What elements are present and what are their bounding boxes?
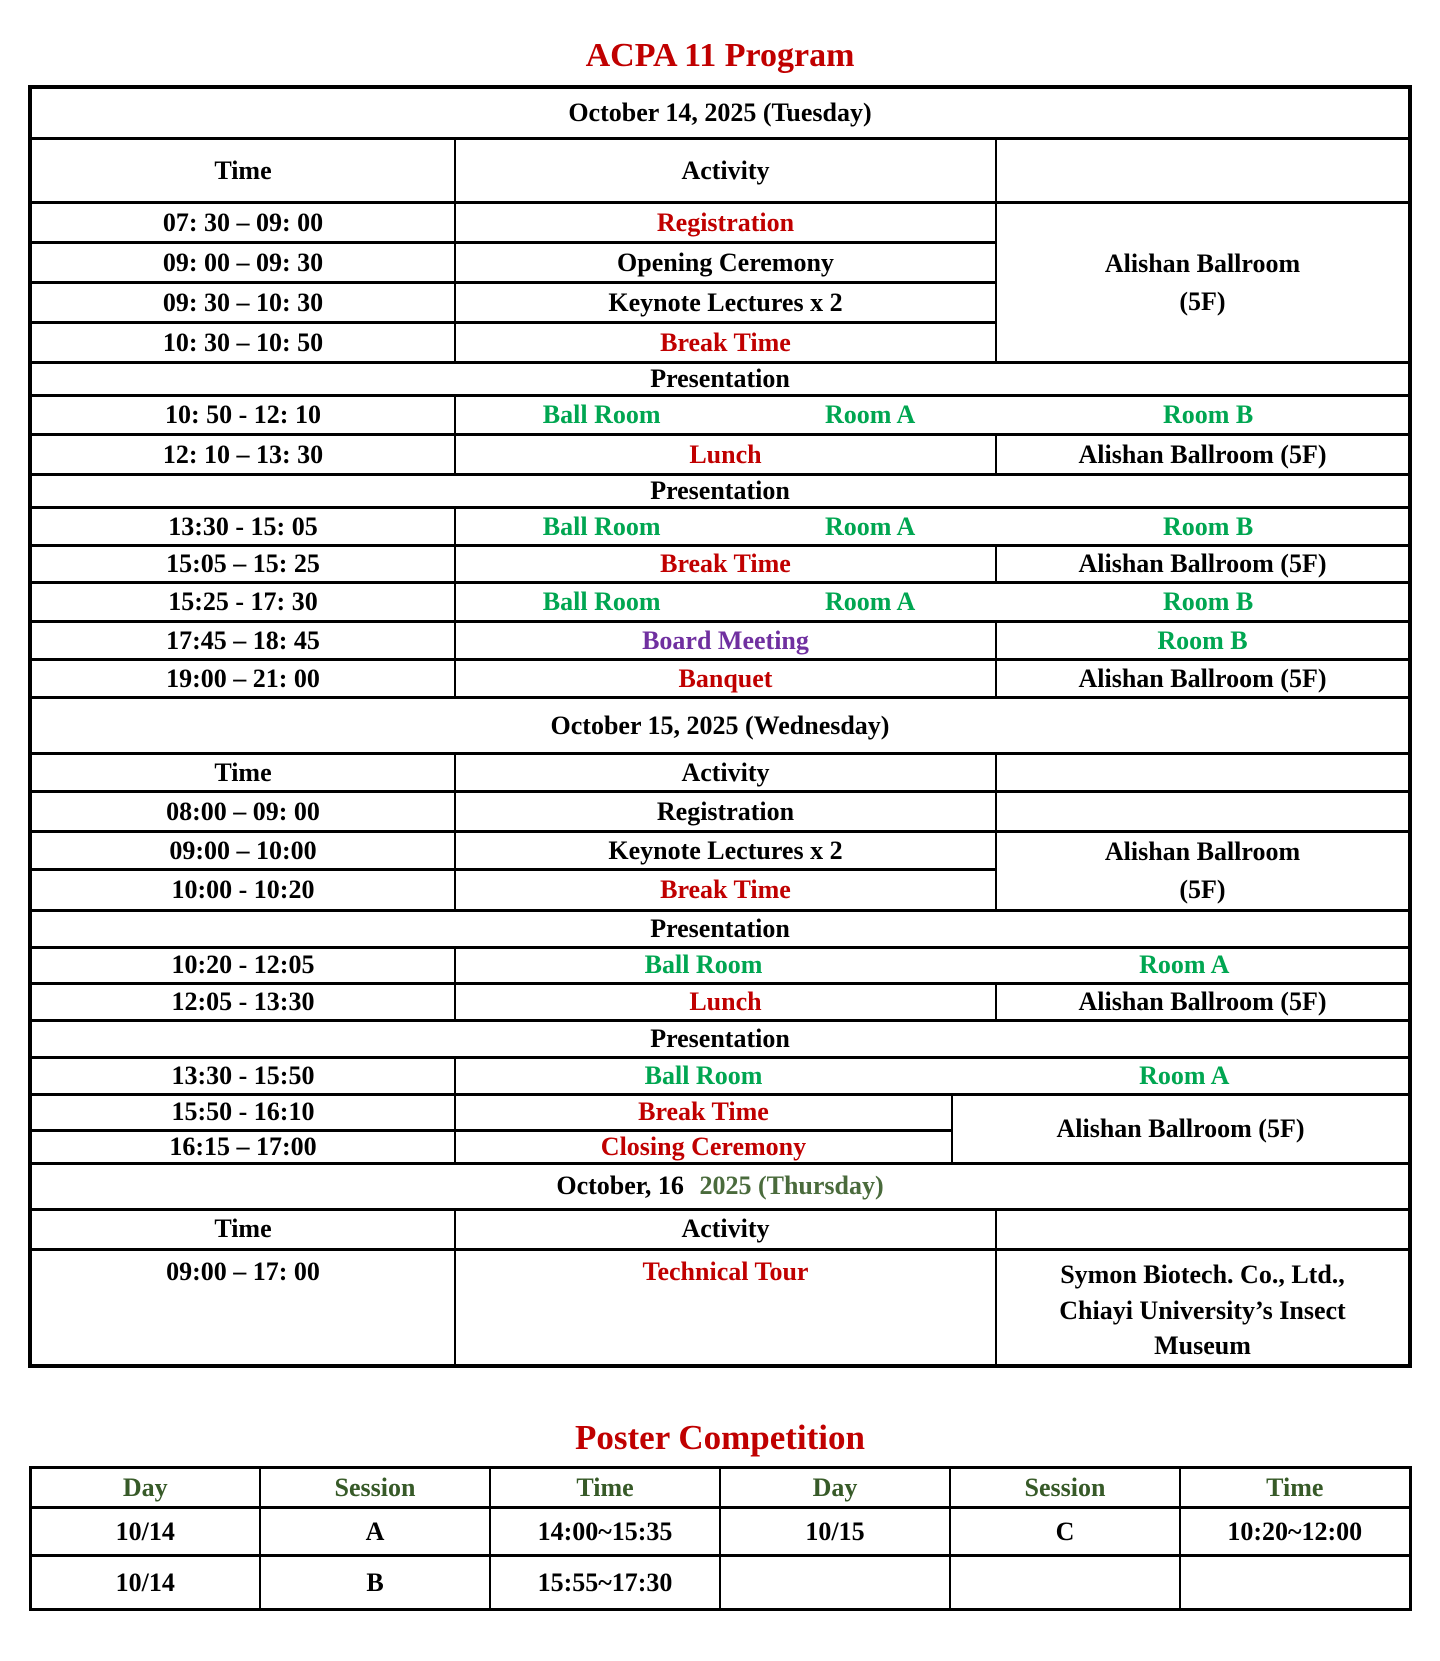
poster-row (30, 1556, 1410, 1610)
venue-line: Symon Biotech. Co., Ltd., (1060, 1259, 1345, 1289)
activity-cell: Break Time (455, 546, 996, 583)
table-row (30, 983, 1410, 1020)
room-label: Room B (1162, 511, 1254, 541)
time-cell: 15:25 - 17: 30 (30, 583, 455, 622)
poster-header-time: Time (1180, 1468, 1410, 1508)
date-part-black: October, 16 (556, 1171, 684, 1201)
time-cell: 09:00 – 17: 00 (30, 1249, 455, 1366)
time-cell: 19:00 – 21: 00 (30, 660, 455, 698)
poster-day-cell (720, 1556, 950, 1610)
room-label: Room B (1162, 587, 1254, 617)
venue-cell (996, 832, 1410, 910)
session-row (30, 583, 1410, 622)
presentation-row (30, 475, 1410, 508)
venue-cell: Alishan Ballroom (5F) (996, 983, 1410, 1020)
rooms-cell (455, 396, 1410, 435)
activity-cell: Break Time (455, 323, 996, 363)
empty-header-cell (996, 754, 1410, 792)
column-header-row (30, 1209, 1410, 1249)
activity-column-header: Activity (455, 139, 996, 203)
session-row (30, 1057, 1410, 1094)
room-label: Room A (1139, 950, 1230, 980)
poster-header-session: Session (260, 1468, 490, 1508)
presentation-row (30, 363, 1410, 396)
time-cell: 15:50 - 16:10 (30, 1094, 455, 1130)
time-cell: 13:30 - 15: 05 (30, 508, 455, 546)
rooms-cell (455, 508, 1410, 546)
program-table (28, 85, 1412, 1369)
room-label: Ball Room (644, 950, 763, 980)
date-header-oct16 (30, 1163, 1410, 1209)
time-cell: 13:30 - 15:50 (30, 1057, 455, 1094)
poster-header-row (30, 1468, 1410, 1508)
room-label: Ball Room (542, 587, 661, 617)
empty-cell (996, 792, 1410, 832)
poster-day-cell: 10/14 (30, 1508, 260, 1556)
time-cell: 08:00 – 09: 00 (30, 792, 455, 832)
poster-time-cell: 15:55~17:30 (490, 1556, 720, 1610)
table-row (30, 1249, 1410, 1366)
table-row (30, 203, 1410, 243)
time-cell: 09: 00 – 09: 30 (30, 243, 455, 283)
time-cell: 10: 50 - 12: 10 (30, 396, 455, 435)
rooms-cell (455, 583, 1410, 622)
venue-cell: Alishan Ballroom (5F) (996, 660, 1410, 698)
column-header-row (30, 139, 1410, 203)
time-cell: 07: 30 – 09: 00 (30, 203, 455, 243)
venue-cell (996, 1249, 1410, 1366)
activity-cell: Lunch (455, 983, 996, 1020)
table-row (30, 622, 1410, 660)
session-row (30, 947, 1410, 983)
table-row (30, 546, 1410, 583)
poster-time-cell: 10:20~12:00 (1180, 1508, 1410, 1556)
page-title: ACPA 11 Program (585, 37, 855, 74)
room-label: Room A (824, 400, 916, 430)
time-cell: 15:05 – 15: 25 (30, 546, 455, 583)
table-row (30, 832, 1410, 870)
column-header-row (30, 754, 1410, 792)
venue-line: Alishan Ballroom (1104, 249, 1301, 279)
venue-line: Museum (1154, 1331, 1251, 1361)
venue-cell: Alishan Ballroom (5F) (996, 435, 1410, 475)
activity-cell: Registration (455, 792, 996, 832)
room-label: Room A (824, 511, 916, 541)
time-cell: 09:00 – 10:00 (30, 832, 455, 870)
activity-cell: Keynote Lectures x 2 (455, 832, 996, 870)
presentation-row (30, 1020, 1410, 1057)
room-label: Room A (824, 587, 916, 617)
poster-session-cell: A (260, 1508, 490, 1556)
poster-time-cell (1180, 1556, 1410, 1610)
poster-header-day: Day (720, 1468, 950, 1508)
table-row (30, 1094, 1410, 1130)
venue-cell: Alishan Ballroom (5F) (952, 1094, 1410, 1163)
presentation-label: Presentation (30, 910, 1410, 947)
date-header-row (30, 1163, 1410, 1209)
rooms-cell (455, 1057, 1410, 1094)
poster-competition-title: Poster Competition (575, 1418, 865, 1458)
table-row (30, 792, 1410, 832)
date-header-row (30, 698, 1410, 754)
room-label: Room A (1139, 1060, 1230, 1090)
activity-cell: Technical Tour (455, 1249, 996, 1366)
activity-cell: Closing Ceremony (455, 1130, 952, 1163)
presentation-label: Presentation (30, 1020, 1410, 1057)
date-header-row (30, 87, 1410, 139)
poster-session-cell (950, 1556, 1180, 1610)
date-header-oct14: October 14, 2025 (Tuesday) (30, 87, 1410, 139)
activity-cell: Board Meeting (455, 622, 996, 660)
poster-session-cell: C (950, 1508, 1180, 1556)
poster-day-cell: 10/14 (30, 1556, 260, 1610)
activity-cell: Registration (455, 203, 996, 243)
venue-cell: Room B (996, 622, 1410, 660)
session-row (30, 396, 1410, 435)
activity-cell: Break Time (455, 870, 996, 910)
presentation-label: Presentation (30, 363, 1410, 396)
poster-header-day: Day (30, 1468, 260, 1508)
activity-cell: Break Time (455, 1094, 952, 1130)
time-cell: 10:20 - 12:05 (30, 947, 455, 983)
time-cell: 12: 10 – 13: 30 (30, 435, 455, 475)
activity-column-header: Activity (455, 1209, 996, 1249)
time-column-header: Time (30, 1209, 455, 1249)
time-column-header: Time (30, 754, 455, 792)
poster-session-cell: B (260, 1556, 490, 1610)
venue-line: Alishan Ballroom (1104, 837, 1301, 867)
venue-cell: Alishan Ballroom (5F) (996, 546, 1410, 583)
date-part-green: 2025 (Thursday) (699, 1171, 884, 1201)
time-cell: 10: 30 – 10: 50 (30, 323, 455, 363)
time-cell: 10:00 - 10:20 (30, 870, 455, 910)
venue-line: Chiayi University’s Insect (1059, 1295, 1346, 1325)
activity-cell: Banquet (455, 660, 996, 698)
time-cell: 16:15 – 17:00 (30, 1130, 455, 1163)
table-row (30, 435, 1410, 475)
venue-line: (5F) (1179, 874, 1226, 904)
venue-line: (5F) (1179, 286, 1226, 316)
time-cell: 17:45 – 18: 45 (30, 622, 455, 660)
room-label: Room B (1162, 400, 1254, 430)
activity-cell: Opening Ceremony (455, 243, 996, 283)
rooms-cell (455, 947, 1410, 983)
activity-column-header: Activity (455, 754, 996, 792)
poster-header-session: Session (950, 1468, 1180, 1508)
empty-header-cell (996, 1209, 1410, 1249)
time-cell: 09: 30 – 10: 30 (30, 283, 455, 323)
poster-competition-table (29, 1466, 1412, 1611)
poster-header-time: Time (490, 1468, 720, 1508)
poster-day-cell: 10/15 (720, 1508, 950, 1556)
poster-row (30, 1508, 1410, 1556)
presentation-row (30, 910, 1410, 947)
presentation-label: Presentation (30, 475, 1410, 508)
date-header-oct15: October 15, 2025 (Wednesday) (30, 698, 1410, 754)
empty-header-cell (996, 139, 1410, 203)
poster-time-cell: 14:00~15:35 (490, 1508, 720, 1556)
activity-cell: Lunch (455, 435, 996, 475)
time-cell: 12:05 - 13:30 (30, 983, 455, 1020)
session-row (30, 508, 1410, 546)
activity-cell: Keynote Lectures x 2 (455, 283, 996, 323)
room-label: Ball Room (542, 511, 661, 541)
room-label: Ball Room (542, 400, 661, 430)
time-column-header: Time (30, 139, 455, 203)
venue-cell (996, 203, 1410, 363)
room-label: Ball Room (644, 1060, 763, 1090)
table-row (30, 660, 1410, 698)
